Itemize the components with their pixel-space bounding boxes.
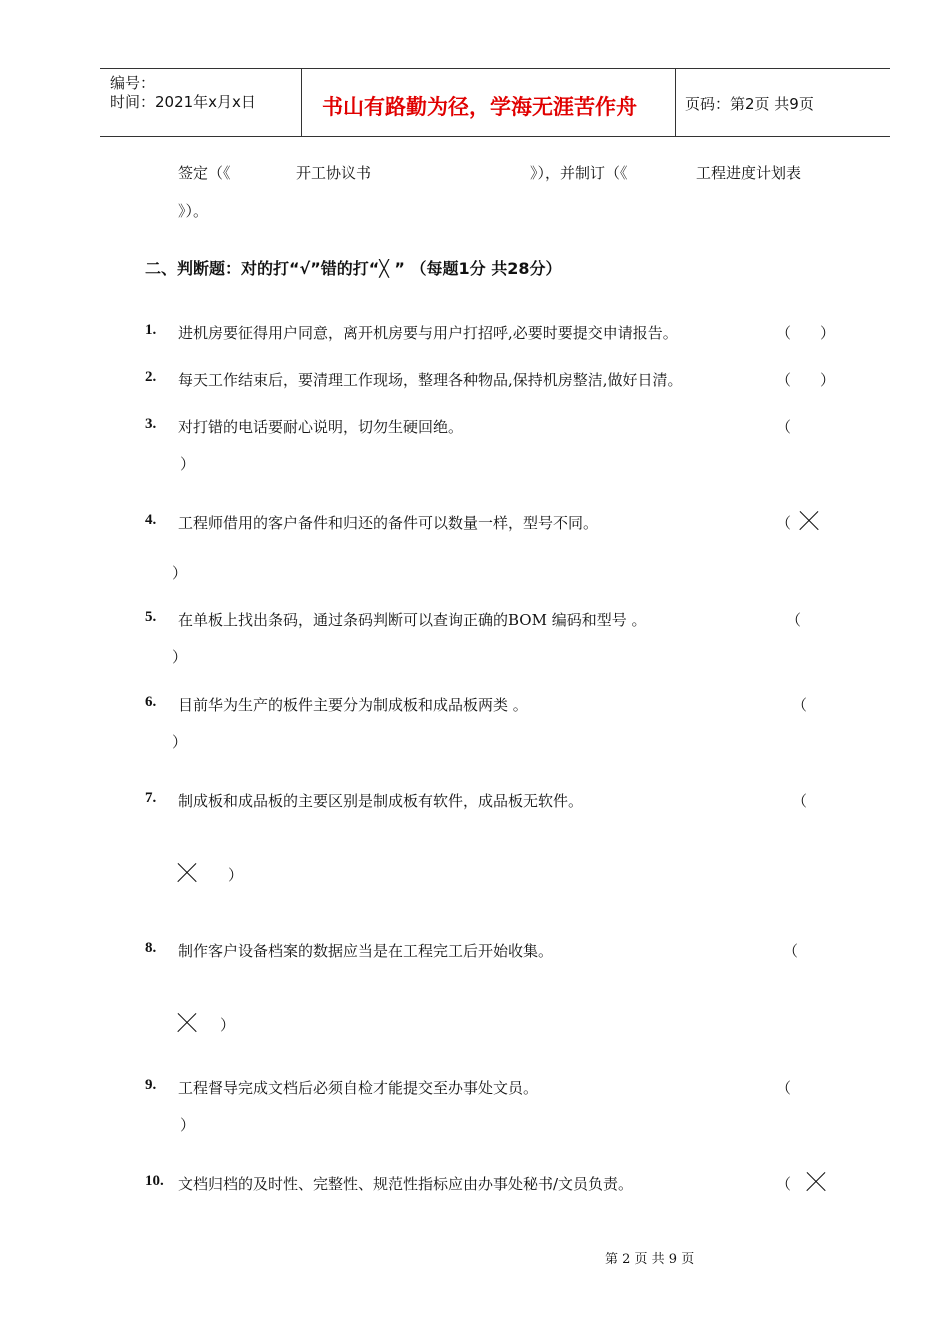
question-5-text: 在单板上找出条码，通过条码判断可以查询正确的BOM 编码和型号 。 (178, 611, 647, 629)
question-9-open-paren: （ (776, 1079, 792, 1097)
footer-page-number: 第 2 页 共 9 页 (605, 1252, 695, 1267)
question-1-text: 进机房要征得用户同意，离开机房要与用户打招呼,必要时要提交申请报告。 (178, 324, 678, 342)
question-2-number: 2. (145, 369, 157, 385)
question-10-text: 文档归档的及时性、完整性、规范性指标应由办事处秘书/文员负责。 (178, 1175, 634, 1193)
header-page-info: 页码：第2页 共9页 (685, 95, 814, 113)
question-2-text: 每天工作结束后，要清理工作现场，整理各种物品,保持机房整洁,做好日清。 (178, 371, 683, 389)
question-9-close-paren: ） (180, 1116, 196, 1134)
carryover-doc2: 工程进度计划表 (696, 164, 802, 182)
question-9-number: 9. (145, 1077, 157, 1093)
question-7-open-paren: （ (792, 792, 808, 810)
section-title: 二、判断题：对的打“√”错的打“╳ ” （每题1分 共28分） (145, 259, 562, 278)
header-bottom-rule (100, 136, 890, 137)
question-3-close-paren: ） (180, 455, 196, 473)
question-8-close-paren: ） (220, 1016, 236, 1034)
question-5-close-paren: ） (172, 648, 188, 666)
header-divider-right (675, 68, 676, 136)
question-7-close-paren: ） (228, 866, 244, 884)
question-3-open-paren: （ (776, 418, 792, 436)
question-5-open-paren: （ (786, 611, 802, 629)
carryover-doc1: 开工协议书 (296, 164, 372, 182)
question-10-answer-x-mark (805, 1171, 827, 1193)
question-9-text: 工程督导完成文档后必须自检才能提交至办事处文员。 (178, 1079, 539, 1097)
question-4-answer-x-mark (798, 510, 820, 532)
question-6-close-paren: ） (172, 733, 188, 751)
header-time: 时间：2021年x月x日 (110, 93, 256, 111)
carryover-part1: 签定（《 (178, 164, 231, 182)
question-7-answer-x-mark (176, 862, 198, 884)
question-5-number: 5. (145, 609, 157, 625)
question-10-open-paren: （ (776, 1175, 792, 1193)
question-2-open-paren: （ (776, 371, 792, 389)
question-6-open-paren: （ (792, 696, 808, 714)
question-8-answer-x-mark (176, 1012, 198, 1034)
question-3-text: 对打错的电话要耐心说明，切勿生硬回绝。 (178, 418, 464, 436)
question-1-close-paren: ） (820, 324, 836, 342)
question-4-number: 4. (145, 512, 157, 528)
question-4-close-paren: ） (172, 564, 188, 582)
question-7-text: 制成板和成品板的主要区别是制成板有软件，成品板无软件。 (178, 792, 584, 810)
question-8-number: 8. (145, 940, 157, 956)
carryover-part2: 》），并制订（《 (530, 164, 628, 182)
question-8-open-paren: （ (783, 942, 799, 960)
header-top-rule (100, 68, 890, 69)
question-4-text: 工程师借用的客户备件和归还的备件可以数量一样，型号不同。 (178, 514, 599, 532)
header-serial: 编号： (110, 74, 156, 92)
question-1-open-paren: （ (776, 324, 792, 342)
question-6-text: 目前华为生产的板件主要分为制成板和成品板两类 。 (178, 696, 528, 714)
header-divider-left (301, 68, 302, 136)
question-8-text: 制作客户设备档案的数据应当是在工程完工后开始收集。 (178, 942, 554, 960)
question-7-number: 7. (145, 790, 157, 806)
question-10-number: 10. (145, 1173, 164, 1189)
carryover-part3: 》）。 (178, 202, 209, 220)
question-4-open-paren: （ (776, 514, 792, 532)
question-6-number: 6. (145, 694, 157, 710)
question-1-number: 1. (145, 322, 157, 338)
header-motto: 书山有路勤为径，学海无涯苦作舟 (322, 95, 637, 119)
question-2-close-paren: ） (820, 371, 836, 389)
question-3-number: 3. (145, 416, 157, 432)
